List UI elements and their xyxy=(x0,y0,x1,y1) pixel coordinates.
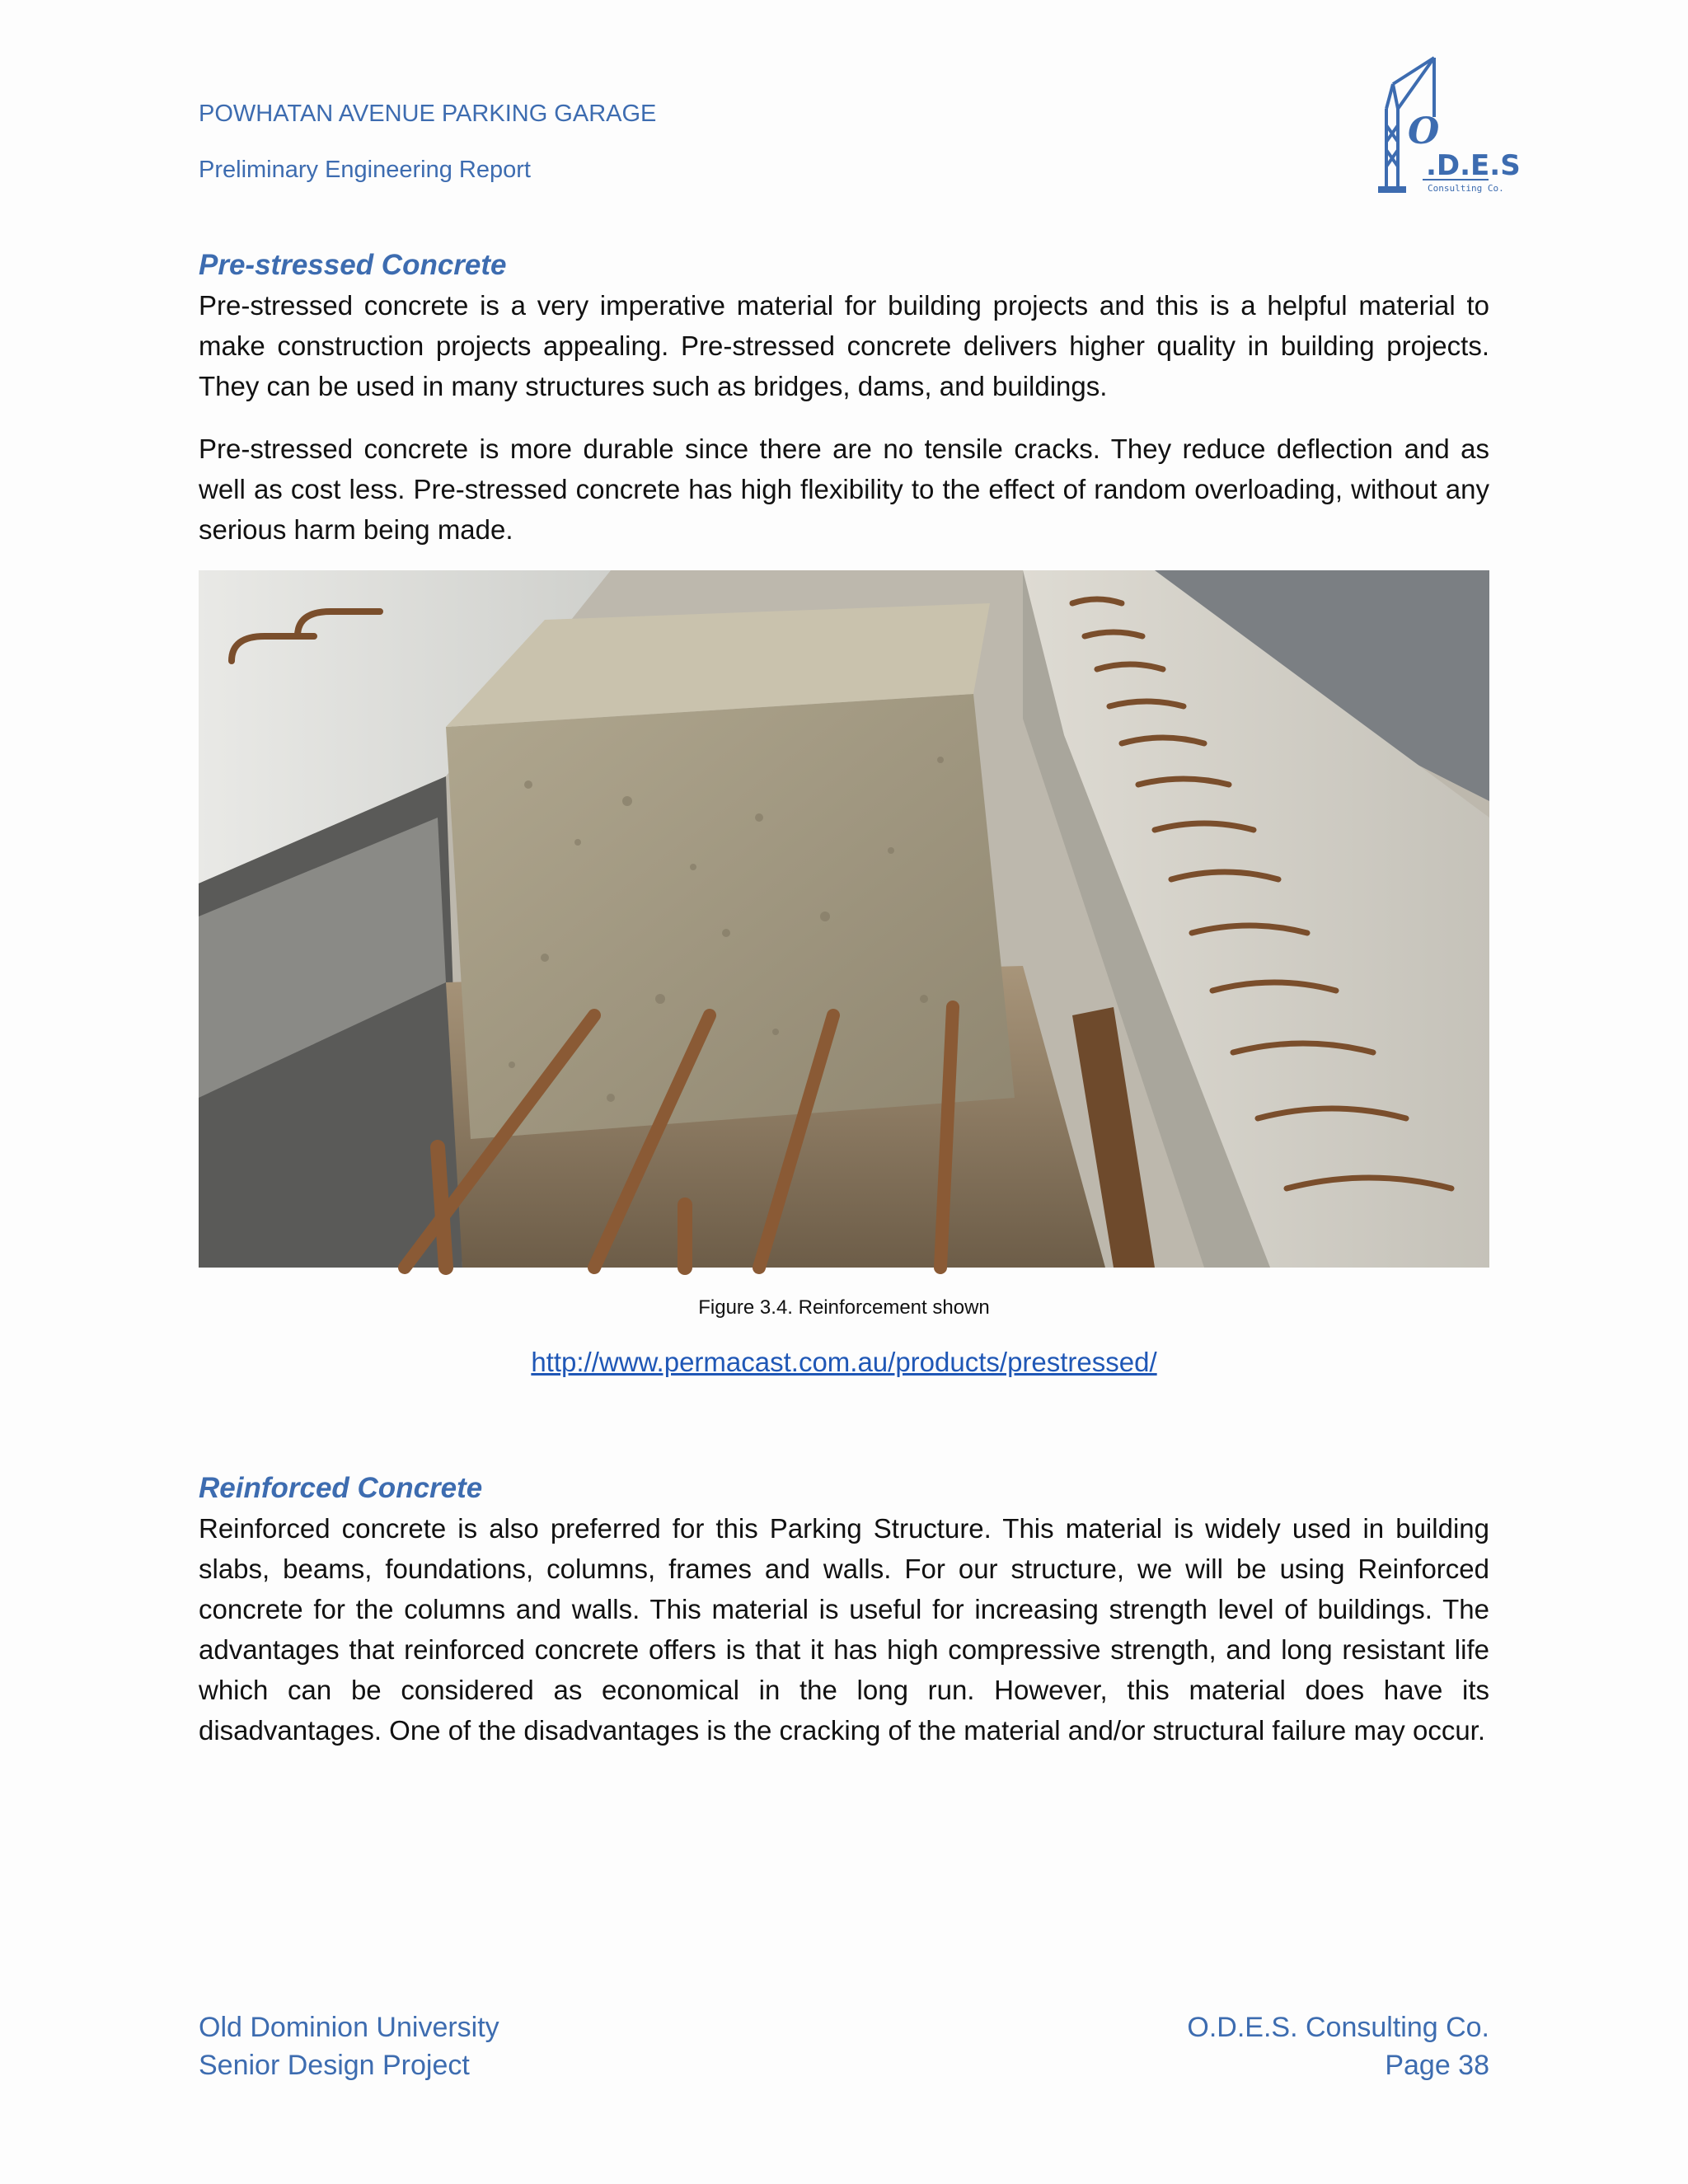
svg-text:Consulting Co.: Consulting Co. xyxy=(1428,183,1504,194)
figure-caption: Figure 3.4. Reinforcement shown xyxy=(698,1296,990,1319)
header-subtitle: Preliminary Engineering Report xyxy=(199,157,531,183)
footer-left xyxy=(199,2008,499,2084)
footer-project: Senior Design Project xyxy=(199,2050,470,2081)
reinforcement-photo xyxy=(199,570,1489,1268)
section-prestressed xyxy=(199,246,1489,550)
section-reinforced xyxy=(199,1469,1489,1750)
paragraph: Pre-stressed concrete is more durable since there are no tensile cracks. They reduce deflection and as well as cost less. Pre-stressed concrete has high flexibility to the effect of random overloading, without any serious harm being made. xyxy=(199,434,1489,545)
section-title: Pre-stressed Concrete xyxy=(199,249,507,281)
svg-text:.D.E.S: .D.E.S xyxy=(1426,149,1521,182)
footer-right xyxy=(1187,2008,1489,2084)
footer-company: O.D.E.S. Consulting Co. xyxy=(1187,2012,1489,2043)
svg-text:O: O xyxy=(1408,110,1440,152)
paragraph: Pre-stressed concrete is a very imperative material for building projects and this is a helpful material to make construction projects appealing. Pre-stressed concrete delivers higher quality in building projects. They can be used in many structures such as bridges, dams, and buildings. xyxy=(199,290,1489,401)
source-link[interactable]: http://www.permacast.com.au/products/prestressed/ xyxy=(531,1347,1157,1377)
footer-university: Old Dominion University xyxy=(199,2012,499,2043)
company-logo-icon xyxy=(1343,51,1521,199)
header-title: POWHATAN AVENUE PARKING GARAGE xyxy=(199,101,657,127)
paragraph: Reinforced concrete is also preferred for this Parking Structure. This material is widely used in building slabs, beams, foundations, columns, frames and walls. For our structure, we will be using Reinforced concrete for the columns and walls. This material is useful for increasing strength level of buildings. The advantages that reinforced concrete offers is that it has high compressive strength, and long resistant life which can be considered as economical in the long run. However, this material does have its disadvantages. One of the disadvantages is the cracking of the material and/or structural failure may occur. xyxy=(199,1513,1489,1746)
section-title: Reinforced Concrete xyxy=(199,1472,483,1504)
page-number: Page 38 xyxy=(1385,2050,1489,2081)
